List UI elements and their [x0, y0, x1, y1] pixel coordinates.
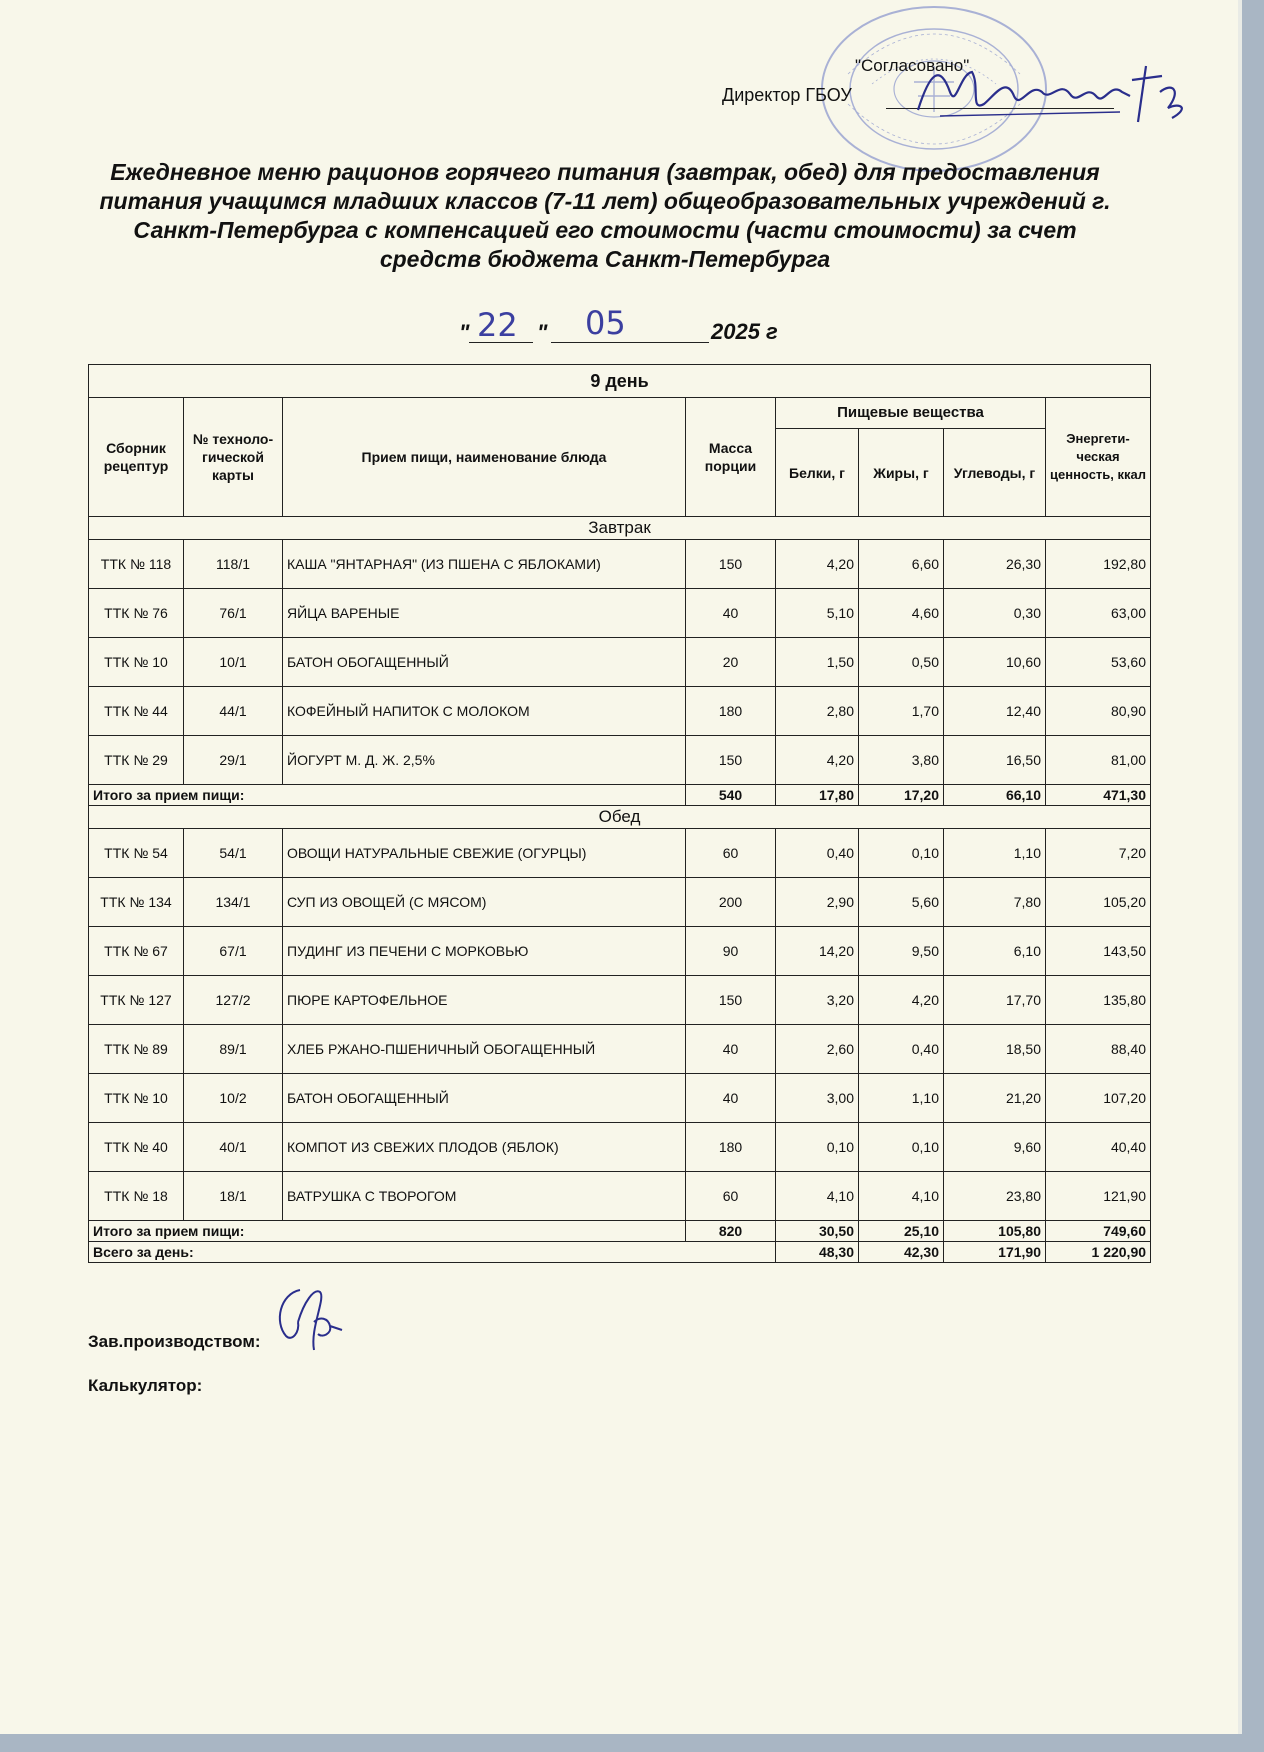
cell-card-no: 118/1 [184, 540, 283, 589]
cell-collection: ТТК № 10 [89, 1074, 184, 1123]
cell-dish-name: ЯЙЦА ВАРЕНЫЕ [283, 589, 686, 638]
cell-dish-name: БАТОН ОБОГАЩЕННЫЙ [283, 1074, 686, 1123]
day-total-protein: 48,30 [776, 1242, 859, 1263]
meal-total-label: Итого за прием пищи: [89, 785, 686, 806]
day-row [89, 365, 1151, 398]
header-carbs: Углеводы, г [944, 429, 1046, 517]
day-total-row [89, 1242, 1151, 1263]
meal-total-protein: 17,80 [776, 785, 859, 806]
header-energy: Энергети-ческая ценность, ккал [1046, 398, 1151, 517]
cell-dish-name: ВАТРУШКА С ТВОРОГОМ [283, 1172, 686, 1221]
production-manager-label: Зав.производством: [88, 1332, 261, 1351]
date-quote-open: " [459, 320, 470, 345]
cell-dish-name: КАША "ЯНТАРНАЯ" (ИЗ ПШЕНА С ЯБЛОКАМИ) [283, 540, 686, 589]
table-row [89, 589, 1151, 638]
cell-collection: ТТК № 10 [89, 638, 184, 687]
cell-collection: ТТК № 44 [89, 687, 184, 736]
cell-fat: 0,10 [859, 829, 944, 878]
header-row-1 [89, 398, 1151, 429]
cell-collection: ТТК № 67 [89, 927, 184, 976]
cell-dish-name: КОФЕЙНЫЙ НАПИТОК С МОЛОКОМ [283, 687, 686, 736]
cell-fat: 6,60 [859, 540, 944, 589]
header-protein: Белки, г [776, 429, 859, 517]
day-total-carbs: 171,90 [944, 1242, 1046, 1263]
table-row [89, 638, 1151, 687]
scan-edge [1242, 0, 1264, 1752]
cell-energy: 88,40 [1046, 1025, 1151, 1074]
cell-carbs: 16,50 [944, 736, 1046, 785]
cell-fat: 3,80 [859, 736, 944, 785]
cell-card-no: 29/1 [184, 736, 283, 785]
cell-fat: 1,10 [859, 1074, 944, 1123]
header-fat: Жиры, г [859, 429, 944, 517]
menu-table [88, 364, 1151, 1263]
calculator-label: Калькулятор: [88, 1376, 203, 1395]
cell-energy: 135,80 [1046, 976, 1151, 1025]
cell-collection: ТТК № 118 [89, 540, 184, 589]
meal-total-energy: 471,30 [1046, 785, 1151, 806]
day-label: 9 день [89, 365, 1151, 398]
scan-bottom-edge [0, 1734, 1264, 1752]
document-title: Ежедневное меню рационов горячего питания (завтрак, обед) для предоставления питания учащимся младших классов (7-11 лет) общеобразовательных учреждений г. Санкт-Петербурга с компенсацией его стоимости (части стоимости) за счет средств бюджета Санкт-Петербурга [99, 159, 1111, 272]
cell-card-no: 54/1 [184, 829, 283, 878]
table-row [89, 540, 1151, 589]
cell-protein: 5,10 [776, 589, 859, 638]
cell-collection: ТТК № 89 [89, 1025, 184, 1074]
cell-fat: 0,10 [859, 1123, 944, 1172]
cell-carbs: 12,40 [944, 687, 1046, 736]
cell-mass: 150 [686, 976, 776, 1025]
cell-protein: 4,20 [776, 736, 859, 785]
table-row [89, 736, 1151, 785]
header-mass: Масса порции [686, 398, 776, 517]
meal-total-mass: 540 [686, 785, 776, 806]
cell-card-no: 44/1 [184, 687, 283, 736]
cell-collection: ТТК № 54 [89, 829, 184, 878]
section-row [89, 806, 1151, 829]
cell-dish-name: БАТОН ОБОГАЩЕННЫЙ [283, 638, 686, 687]
approved-label: "Согласовано" [855, 56, 970, 75]
day-total-energy: 1 220,90 [1046, 1242, 1151, 1263]
cell-protein: 4,10 [776, 1172, 859, 1221]
table-row [89, 1025, 1151, 1074]
cell-carbs: 0,30 [944, 589, 1046, 638]
cell-fat: 4,10 [859, 1172, 944, 1221]
cell-protein: 3,00 [776, 1074, 859, 1123]
cell-protein: 1,50 [776, 638, 859, 687]
cell-protein: 4,20 [776, 540, 859, 589]
header-collection: Сборник рецептур [89, 398, 184, 517]
section-row [89, 517, 1151, 540]
cell-card-no: 10/2 [184, 1074, 283, 1123]
date-quote-close: " [537, 320, 548, 345]
table-row [89, 976, 1151, 1025]
cell-card-no: 89/1 [184, 1025, 283, 1074]
cell-mass: 40 [686, 1074, 776, 1123]
cell-mass: 90 [686, 927, 776, 976]
cell-mass: 180 [686, 1123, 776, 1172]
cell-card-no: 67/1 [184, 927, 283, 976]
cell-card-no: 18/1 [184, 1172, 283, 1221]
day-total-fat: 42,30 [859, 1242, 944, 1263]
cell-mass: 200 [686, 878, 776, 927]
production-manager-signature [270, 1282, 350, 1362]
date-line [455, 304, 825, 350]
cell-energy: 63,00 [1046, 589, 1151, 638]
meal-total-carbs: 66,10 [944, 785, 1046, 806]
cell-dish-name: СУП ИЗ ОВОЩЕЙ (С МЯСОМ) [283, 878, 686, 927]
cell-mass: 20 [686, 638, 776, 687]
date-year: 2025 г [711, 319, 778, 344]
cell-fat: 1,70 [859, 687, 944, 736]
cell-dish-name: ПУДИНГ ИЗ ПЕЧЕНИ С МОРКОВЬЮ [283, 927, 686, 976]
meal-total-row [89, 1221, 1151, 1242]
cell-fat: 5,60 [859, 878, 944, 927]
cell-energy: 81,00 [1046, 736, 1151, 785]
cell-carbs: 10,60 [944, 638, 1046, 687]
cell-card-no: 127/2 [184, 976, 283, 1025]
cell-energy: 7,20 [1046, 829, 1151, 878]
cell-collection: ТТК № 76 [89, 589, 184, 638]
cell-carbs: 6,10 [944, 927, 1046, 976]
cell-mass: 180 [686, 687, 776, 736]
cell-dish-name: ХЛЕБ РЖАНО-ПШЕНИЧНЫЙ ОБОГАЩЕННЫЙ [283, 1025, 686, 1074]
month-underline [551, 342, 709, 343]
table-row [89, 829, 1151, 878]
cell-protein: 0,40 [776, 829, 859, 878]
cell-dish-name: ОВОЩИ НАТУРАЛЬНЫЕ СВЕЖИЕ (ОГУРЦЫ) [283, 829, 686, 878]
cell-collection: ТТК № 18 [89, 1172, 184, 1221]
meal-total-mass: 820 [686, 1221, 776, 1242]
cell-energy: 107,20 [1046, 1074, 1151, 1123]
meal-total-fat: 25,10 [859, 1221, 944, 1242]
meal-total-carbs: 105,80 [944, 1221, 1046, 1242]
cell-fat: 4,60 [859, 589, 944, 638]
cell-dish-name: КОМПОТ ИЗ СВЕЖИХ ПЛОДОВ (ЯБЛОК) [283, 1123, 686, 1172]
meal-total-protein: 30,50 [776, 1221, 859, 1242]
table-row [89, 687, 1151, 736]
table-row [89, 878, 1151, 927]
section-title: Обед [89, 806, 1151, 829]
cell-mass: 40 [686, 589, 776, 638]
date-month: 05 [585, 304, 626, 342]
cell-protein: 14,20 [776, 927, 859, 976]
cell-protein: 0,10 [776, 1123, 859, 1172]
cell-energy: 143,50 [1046, 927, 1151, 976]
director-label: Директор ГБОУ [722, 85, 852, 105]
meal-total-row [89, 785, 1151, 806]
section-title: Завтрак [89, 517, 1151, 540]
cell-carbs: 9,60 [944, 1123, 1046, 1172]
cell-energy: 121,90 [1046, 1172, 1151, 1221]
meal-total-fat: 17,20 [859, 785, 944, 806]
cell-card-no: 10/1 [184, 638, 283, 687]
cell-fat: 0,40 [859, 1025, 944, 1074]
cell-energy: 192,80 [1046, 540, 1151, 589]
cell-energy: 53,60 [1046, 638, 1151, 687]
meal-total-label: Итого за прием пищи: [89, 1221, 686, 1242]
meal-total-energy: 749,60 [1046, 1221, 1151, 1242]
cell-dish-name: ПЮРЕ КАРТОФЕЛЬНОЕ [283, 976, 686, 1025]
cell-protein: 3,20 [776, 976, 859, 1025]
cell-mass: 150 [686, 540, 776, 589]
cell-collection: ТТК № 134 [89, 878, 184, 927]
cell-fat: 4,20 [859, 976, 944, 1025]
cell-card-no: 76/1 [184, 589, 283, 638]
cell-mass: 40 [686, 1025, 776, 1074]
director-signature [910, 52, 1200, 132]
day-total-label: Всего за день: [89, 1242, 776, 1263]
table-row [89, 927, 1151, 976]
header-dish: Прием пищи, наименование блюда [283, 398, 686, 517]
day-underline [469, 342, 533, 343]
cell-carbs: 23,80 [944, 1172, 1046, 1221]
cell-protein: 2,60 [776, 1025, 859, 1074]
cell-carbs: 26,30 [944, 540, 1046, 589]
cell-carbs: 17,70 [944, 976, 1046, 1025]
cell-collection: ТТК № 127 [89, 976, 184, 1025]
cell-fat: 9,50 [859, 927, 944, 976]
table-row [89, 1074, 1151, 1123]
cell-collection: ТТК № 29 [89, 736, 184, 785]
cell-protein: 2,80 [776, 687, 859, 736]
cell-mass: 150 [686, 736, 776, 785]
cell-mass: 60 [686, 1172, 776, 1221]
header-card-no: № техноло-гической карты [184, 398, 283, 517]
cell-card-no: 40/1 [184, 1123, 283, 1172]
cell-energy: 40,40 [1046, 1123, 1151, 1172]
cell-carbs: 21,20 [944, 1074, 1046, 1123]
cell-collection: ТТК № 40 [89, 1123, 184, 1172]
cell-protein: 2,90 [776, 878, 859, 927]
cell-carbs: 7,80 [944, 878, 1046, 927]
header-nutrients: Пищевые вещества [776, 398, 1046, 429]
table-row [89, 1123, 1151, 1172]
cell-carbs: 18,50 [944, 1025, 1046, 1074]
cell-fat: 0,50 [859, 638, 944, 687]
cell-energy: 80,90 [1046, 687, 1151, 736]
date-day: 22 [477, 306, 518, 344]
cell-energy: 105,20 [1046, 878, 1151, 927]
table-row [89, 1172, 1151, 1221]
cell-carbs: 1,10 [944, 829, 1046, 878]
cell-mass: 60 [686, 829, 776, 878]
cell-dish-name: ЙОГУРТ М. Д. Ж. 2,5% [283, 736, 686, 785]
cell-card-no: 134/1 [184, 878, 283, 927]
